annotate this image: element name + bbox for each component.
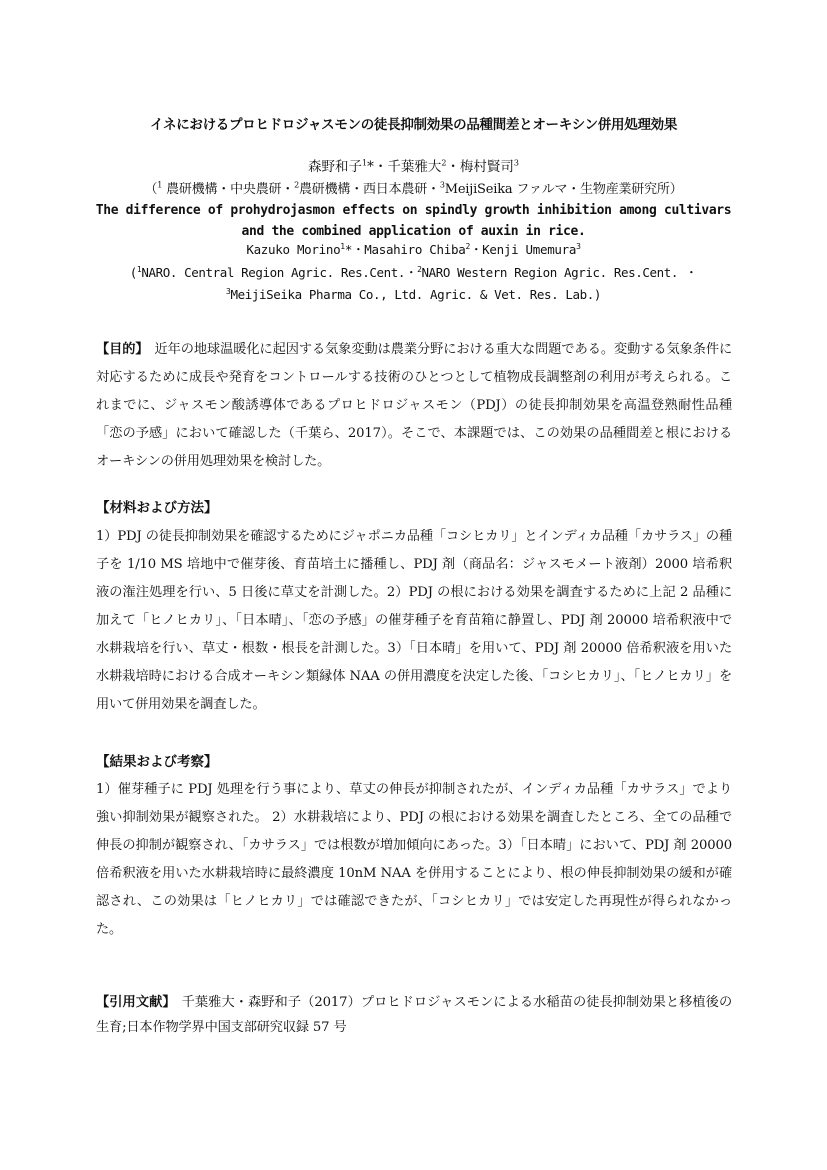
author-3-jp: 梅村賢司	[459, 159, 514, 175]
separator: ・	[352, 242, 365, 257]
author-3-en: Kenji Umemura	[482, 242, 577, 257]
references-heading: 【引用文献】	[96, 995, 176, 1010]
results-text: 1）催芽種子に PDJ 処理を行う事により、草丈の伸長が抑制されたが、インディカ品種「カサラス」でより強い抑制効果が観察された。 2）水耕栽培により、PDJ の根における効果を調査したところ、全ての品種で伸長の抑制が観察され、「カサラス」では根数が増加傾向にあった。3）「日本晴」において、PDJ 剤 20000 倍希釈液を用いた水耕栽培時に最終濃度 10nM NAA を併用することにより、根の伸長抑制効果の緩和が確認され、この効果は「ヒノヒカリ」では確認できたが、「コシヒカリ」では安定した再現性が得られなかった。	[96, 782, 732, 937]
affil-3-en: MeijiSeika Pharma Co., Ltd. Agric. & Vet. Res. Lab.)	[230, 287, 601, 302]
english-title: The difference of prohydrojasmon effects on spindly growth inhibition among cultivars and the combined application of auxin in rice.	[95, 203, 732, 239]
author-1-en: Kazuko Morino	[246, 242, 341, 257]
affil-1-jp: 農研機構・中央農研・	[162, 182, 295, 197]
author-1-en-affil-number: 1	[340, 241, 345, 251]
japanese-title: イネにおけるプロヒドロジャスモンの徒長抑制効果の品種間差とオーキシン併用処理効果	[149, 117, 678, 133]
author-1-jp: 森野和子	[307, 159, 362, 175]
english-affiliations	[90, 262, 737, 306]
affil-2-jp: 農研機構・西日本農研・	[299, 182, 440, 197]
references-text: 千葉雅大・森野和子（2017）プロヒドロジャスモンによる水稲苗の徒長抑制効果と移植後の生育;日本作物学界中国支部研究収録 57 号	[96, 995, 732, 1035]
author-2-en: Masahiro Chiba	[364, 242, 466, 257]
author-2-jp-affil-number: 2	[441, 158, 447, 168]
affil-en-2-number: 2	[417, 264, 422, 274]
affil-en-open-paren: (	[129, 265, 137, 280]
references-section	[96, 990, 732, 1040]
affil-open-paren: （	[144, 182, 158, 197]
methods-heading: 【材料および方法】	[96, 500, 218, 516]
affil-1-en: NARO. Central Region Agric. Res.Cent.・	[141, 265, 418, 280]
author-2-jp: 千葉雅大	[387, 159, 442, 175]
affil-en-1-number: 1	[136, 264, 142, 274]
affil-en-3-number: 3	[226, 286, 231, 296]
affil-2-en: NARO Western Region Agric. Res.Cent. ・	[421, 265, 698, 280]
methods-text: 1）PDJ の徒長抑制効果を確認するためにジャポニカ品種「コシヒカリ」とインディカ品種「カサラス」の種子を 1/10 MS 培地中で催芽後、育苗培土に播種し、PDJ 剤（商品名：ジャスモメート液剤）2000 培希釈液の潅注処理を行い、5 日後に草丈を計測した。2）PDJ の根における効果を調査するために上記 2 品種に加えて「ヒノヒカリ」、「日本晴」、「恋の予感」の催芽種子を育苗箱に静置し、PDJ 剤 20000 培希釈液中で水耕栽培を行い、草丈・根数・根長を計測した。3）「日本晴」を用いて、PDJ 剤 20000 倍希釈液を用いた水耕栽培時における合成オーキシン類縁体 NAA の併用濃度を決定した後、「コシヒカリ」、「ヒノヒカリ」を用いて併用効果を調査した。	[96, 529, 732, 712]
author-1-jp-affil-number: 1	[361, 158, 368, 168]
author-3-en-affil-number: 3	[576, 241, 581, 251]
separator: ・	[446, 159, 460, 175]
purpose-text: 近年の地球温暖化に起因する気象変動は農業分野における重大な問題である。変動する気象条件に対応するために成長や発育をコントロールする技術のひとつとして植物成長調整剤の利用が考えられる。これまでに、ジャスモン酸誘導体であるプロヒドロジャスモン（PDJ）の徒長抑制効果を高温登熟耐性品種「恋の予感」において確認した（千葉ら、2017）。そこで、本課題では、この効果の品種間差と根におけるオーキシンの併用処理効果を検討した。	[96, 342, 732, 469]
corresponding-mark-jp: *	[367, 159, 374, 175]
author-3-jp-affil-number: 3	[513, 158, 520, 168]
separator: ・	[373, 159, 388, 175]
purpose-heading: 【目的】	[96, 342, 149, 357]
corresponding-mark-en: *	[344, 242, 353, 257]
japanese-authors	[60, 155, 767, 175]
japanese-affiliations	[60, 178, 767, 197]
english-authors	[60, 240, 767, 258]
author-2-en-affil-number: 2	[465, 241, 470, 251]
purpose-section	[96, 336, 732, 476]
separator: ・	[469, 242, 483, 257]
affil-3-number: 3	[439, 180, 445, 190]
affil-3-jp: MeijiSeika ファルマ・生物産業研究所）	[444, 182, 683, 197]
results-heading: 【結果および考察】	[96, 754, 218, 770]
affil-1-number: 1	[157, 180, 163, 190]
affil-2-number: 2	[294, 180, 299, 190]
